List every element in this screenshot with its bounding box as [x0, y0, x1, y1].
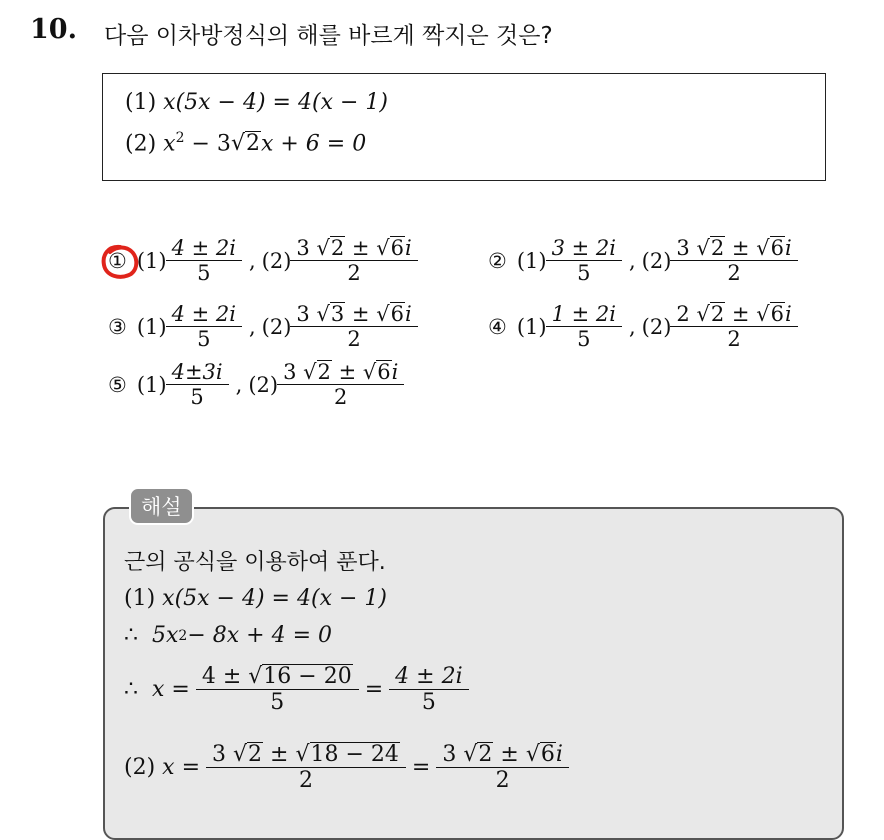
question-text: 다음 이차방정식의 해를 바르게 짝지은 것은? — [104, 23, 553, 49]
choice-part2-radicand-2: 6 — [390, 236, 404, 260]
choice-separator: , — [248, 248, 256, 273]
l4-den: 2 — [206, 767, 406, 793]
given-eq-1 — [125, 90, 388, 115]
choice-part2-radicand-1: 3 — [330, 302, 345, 326]
explanation-line-3 — [124, 664, 468, 715]
choice-part1-label: (1) — [516, 248, 547, 273]
choice-number: ③ — [108, 314, 127, 339]
choice-part2-label: (2) — [248, 372, 279, 397]
choice-part1-label: (1) — [516, 314, 547, 339]
explanation-line-4 — [124, 742, 568, 793]
given-eq-2-coef: − 3 — [184, 131, 231, 157]
given-eq-2-var: x — [163, 131, 176, 157]
given-equations-box — [102, 73, 826, 181]
given-eq-2-tail: x + 6 = 0 — [260, 131, 367, 157]
result-den: 5 — [389, 689, 468, 715]
given-eq-2-exp: 2 — [175, 130, 185, 146]
explanation-line-2-term: 5x — [152, 623, 179, 648]
therefore-symbol: ∴ — [124, 623, 138, 648]
choice-5[interactable] — [108, 360, 403, 409]
choice-part2-coef: 3 — [296, 236, 310, 260]
l4-sqrt-2: √18 − 24 — [295, 742, 399, 767]
frac-den: 5 — [196, 689, 359, 715]
choice-part2-tail: i — [404, 302, 412, 326]
given-eq-1-label: (1) — [125, 90, 157, 115]
choice-part2-sqrt-2: √6 — [362, 360, 391, 384]
choice-part2-sqrt-1: √2 — [696, 302, 725, 326]
choice-part2-den: 2 — [277, 384, 404, 409]
choice-part2-sqrt-1: √3 — [316, 302, 345, 326]
explanation-line-2-exp: 2 — [178, 627, 188, 644]
choice-part2-pm: ± — [331, 360, 363, 384]
choice-part2-sqrt-2: √6 — [376, 302, 404, 326]
choice-part2-frac — [293, 236, 414, 285]
choice-part2-sqrt-1: √2 — [696, 236, 725, 260]
choice-part1-frac — [169, 361, 226, 409]
choice-separator: , — [628, 314, 636, 339]
choice-part2-coef: 2 — [676, 302, 690, 326]
l4r-coef: 3 — [442, 742, 457, 767]
choice-part1-den: 5 — [166, 260, 242, 285]
choice-part1-label: (1) — [136, 372, 167, 397]
explanation-line-4-frac — [209, 742, 403, 793]
choice-part1-frac — [549, 237, 619, 285]
choice-1[interactable] — [108, 236, 417, 285]
l4-pm: ± — [263, 742, 296, 767]
choice-part1-frac — [549, 303, 619, 351]
choice-separator: , — [628, 248, 636, 273]
l4r-sqrt-1: √2 — [463, 742, 493, 767]
l4r-pm: ± — [493, 742, 526, 767]
choice-number: ⑤ — [108, 372, 127, 397]
choice-4[interactable] — [488, 302, 797, 351]
answer-circle-mark — [100, 243, 140, 281]
explanation-line-4-label: (2) — [124, 755, 156, 781]
choice-part2-sqrt-2: √6 — [756, 302, 784, 326]
choice-part2-frac — [293, 302, 414, 351]
equals-sign-2: = — [411, 755, 431, 781]
explanation-line-1-label: (1) — [124, 586, 156, 611]
choice-part1-num: 3 ± 2i — [551, 235, 616, 260]
choice-part1-den: 5 — [166, 384, 229, 409]
choice-part2-sqrt-1: √2 — [303, 360, 331, 384]
choice-part2-label: (2) — [641, 314, 672, 339]
choice-part2-sqrt-2: √6 — [756, 236, 784, 260]
choice-part2-tail: i — [784, 302, 792, 326]
choice-part1-den: 5 — [546, 326, 622, 351]
given-eq-2-label: (2) — [125, 131, 157, 157]
choice-part2-coef: 3 — [676, 236, 690, 260]
therefore-symbol-2: ∴ — [124, 677, 138, 703]
choice-separator: , — [248, 314, 256, 339]
choice-number: ④ — [488, 314, 507, 339]
frac-num-sqrt: √16 − 20 — [248, 664, 352, 689]
choice-part1-frac — [169, 237, 239, 285]
explanation-line-4-var: x = — [162, 755, 201, 781]
l4r-radicand-2: 6 — [540, 742, 555, 767]
choice-part2-radicand-2: 6 — [770, 236, 784, 260]
choice-part2-tail: i — [404, 236, 412, 260]
choice-part1-num: 4 ± 2i — [171, 301, 236, 326]
explanation-tag: 해설 — [129, 487, 194, 525]
explanation-line-2-rest: − 8x + 4 = 0 — [187, 623, 332, 648]
choice-part2-tail: i — [784, 236, 792, 260]
explanation-line-3-frac — [199, 664, 356, 715]
given-eq-2-sqrt: √2 — [230, 131, 260, 157]
explanation-line-3-result — [392, 665, 465, 715]
choice-part2-label: (2) — [641, 248, 672, 273]
l4-radicand-2: 18 − 24 — [310, 742, 399, 767]
l4r-radicand-1: 2 — [478, 742, 493, 767]
explanation-line-1 — [124, 586, 387, 611]
choice-part2-radicand-2: 6 — [770, 302, 784, 326]
choice-part1-num: 4 ± 2i — [171, 235, 236, 260]
given-eq-1-body: x(5x − 4) = 4(x − 1) — [163, 90, 388, 115]
l4-coef: 3 — [212, 742, 227, 767]
choice-separator: , — [235, 372, 243, 397]
choice-part2-tail: i — [391, 360, 399, 384]
l4r-tail: i — [555, 742, 563, 767]
question-number: 10. — [30, 14, 77, 45]
choice-part2-radicand-1: 2 — [317, 360, 331, 384]
choice-part1-den: 5 — [546, 260, 622, 285]
l4-radicand-1: 2 — [248, 742, 263, 767]
choice-part2-frac — [673, 302, 794, 351]
choice-part1-num: 1 ± 2i — [551, 301, 616, 326]
choice-part1-den: 5 — [166, 326, 242, 351]
choice-part2-frac — [280, 360, 401, 409]
choice-2[interactable] — [488, 236, 797, 285]
choice-part2-radicand-2: 6 — [390, 302, 404, 326]
given-eq-2 — [125, 130, 366, 156]
choice-part1-num: 4±3i — [171, 359, 223, 384]
choice-part2-label: (2) — [261, 314, 292, 339]
choice-part1-label: (1) — [136, 314, 167, 339]
choice-part1-label: (1) — [136, 248, 167, 273]
choice-part2-radicand-1: 2 — [330, 236, 345, 260]
l4r-sqrt-2: √6 — [525, 742, 555, 767]
given-eq-2-radicand: 2 — [245, 131, 260, 157]
l4-sqrt-1: √2 — [233, 742, 263, 767]
choice-part2-den: 2 — [290, 260, 417, 285]
choice-part2-pm: ± — [725, 302, 757, 326]
explanation-line-4-result — [439, 742, 566, 793]
choice-part2-frac — [673, 236, 794, 285]
choice-part2-coef: 3 — [296, 302, 310, 326]
explanation-line-2 — [124, 623, 332, 648]
explanation-line-3-var: x = — [152, 677, 190, 703]
choice-3[interactable] — [108, 302, 417, 351]
choice-part2-pm: ± — [345, 236, 377, 260]
explanation-line-1-eq: x(5x − 4) = 4(x − 1) — [162, 586, 387, 611]
explanation-intro: 근의 공식을 이용하여 푼다. — [124, 550, 386, 575]
choice-part2-radicand-1: 2 — [710, 236, 725, 260]
choice-part2-sqrt-1: √2 — [316, 236, 345, 260]
frac-num-radicand: 16 − 20 — [263, 664, 352, 689]
choice-part2-den: 2 — [670, 326, 797, 351]
equals-sign: = — [364, 677, 384, 703]
choice-part2-label: (2) — [261, 248, 292, 273]
choice-part1-frac — [169, 303, 239, 351]
choice-part2-coef: 3 — [283, 360, 297, 384]
choice-part2-den: 2 — [290, 326, 417, 351]
choice-part2-den: 2 — [670, 260, 797, 285]
result-num: 4 ± 2i — [395, 663, 463, 689]
choice-part2-pm: ± — [345, 302, 377, 326]
choice-part2-sqrt-2: √6 — [376, 236, 404, 260]
frac-num-a: 4 ± — [201, 664, 249, 689]
choice-part2-pm: ± — [725, 236, 757, 260]
choice-part2-radicand-1: 2 — [710, 302, 725, 326]
choice-part2-radicand-2: 6 — [377, 360, 391, 384]
l4r-den: 2 — [436, 767, 569, 793]
choice-number: ① — [108, 248, 127, 273]
choice-number: ② — [488, 248, 507, 273]
